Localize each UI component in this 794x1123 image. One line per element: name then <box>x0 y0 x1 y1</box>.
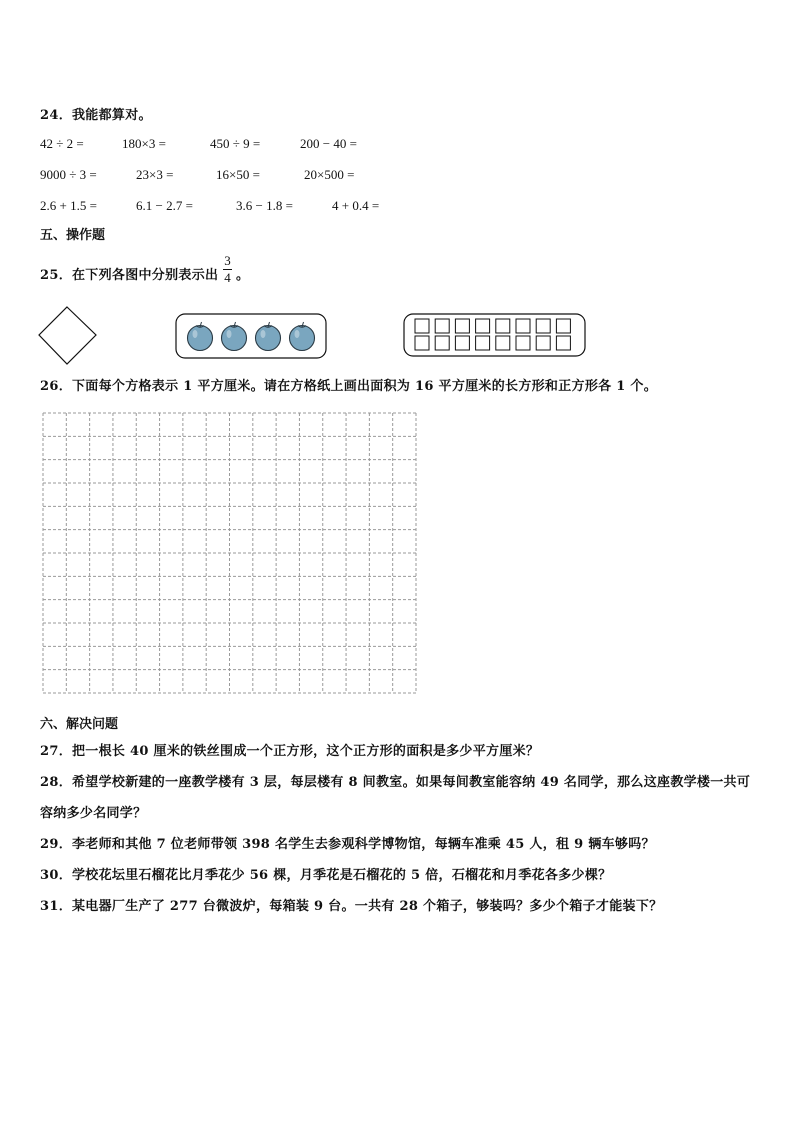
calc-item: 450 ÷ 9 = <box>210 136 261 151</box>
apple-icon[interactable] <box>188 322 213 351</box>
question-31-text: 31．某电器厂生产了 277 台微波炉，每箱装 9 台。一共有 28 个箱子，够装吗？多少个箱子才能装下？ <box>40 899 663 914</box>
question-25-suffix: 。 <box>236 268 250 283</box>
grid-square[interactable] <box>536 319 550 333</box>
calc-item: 42 ÷ 2 = <box>40 136 84 151</box>
grid-square[interactable] <box>496 336 510 350</box>
calc-item: 20×500 = <box>304 167 355 182</box>
section-five-title: 五、操作题 <box>40 228 106 243</box>
apple-icon[interactable] <box>256 322 281 351</box>
calc-item: 23×3 = <box>136 167 174 182</box>
fraction-three-quarters <box>223 254 232 285</box>
calc-item: 16×50 = <box>216 167 260 182</box>
calc-item: 9000 ÷ 3 = <box>40 167 97 182</box>
calc-item: 2.6 + 1.5 = <box>40 198 97 213</box>
grid-square[interactable] <box>415 336 429 350</box>
question-26-text: 26．下面每个方格表示 1 平方厘米。请在方格纸上画出面积为 16 平方厘米的长方形和正方形各 1 个。 <box>40 379 658 394</box>
grid-square[interactable] <box>435 319 449 333</box>
fraction-numerator: 3 <box>224 253 231 268</box>
apple-group[interactable] <box>175 313 327 359</box>
section-six-title: 六、解决问题 <box>40 717 119 732</box>
question-27-text: 27．把一根长 40 厘米的铁丝围成一个正方形，这个正方形的面积是多少平方厘米？ <box>40 744 540 759</box>
question-28-text: 28．希望学校新建的一座教学楼有 3 层，每层楼有 8 间教室。如果每间教室能容纳 49 名同学，那么这座教学楼一共可 <box>40 775 751 790</box>
grid-square[interactable] <box>556 319 570 333</box>
grid-square[interactable] <box>435 336 449 350</box>
diamond-shape[interactable] <box>38 306 98 366</box>
question-28-continued: 容纳多少名同学？ <box>40 806 147 821</box>
grid-paper[interactable] <box>42 412 418 694</box>
grid-square[interactable] <box>556 336 570 350</box>
question-24-title: 24．我能都算对。 <box>40 108 152 123</box>
grid-square[interactable] <box>455 336 469 350</box>
calc-item: 180×3 = <box>122 136 166 151</box>
grid-square[interactable] <box>496 319 510 333</box>
grid-square[interactable] <box>476 319 490 333</box>
grid-square[interactable] <box>536 336 550 350</box>
square-grid-figure[interactable] <box>403 313 586 357</box>
grid-square[interactable] <box>476 336 490 350</box>
question-30-text: 30．学校花坛里石榴花比月季花少 56 棵，月季花是石榴花的 5 倍，石榴花和月季花各多少棵？ <box>40 868 612 883</box>
question-29-text: 29．李老师和其他 7 位老师带领 398 名学生去参观科学博物馆，每辆车准乘 45 人，租 9 辆车够吗？ <box>40 837 655 852</box>
calc-item: 3.6 − 1.8 = <box>236 198 293 213</box>
grid-square[interactable] <box>516 336 530 350</box>
calc-item: 200 − 40 = <box>300 136 357 151</box>
fraction-denominator: 4 <box>224 270 231 285</box>
grid-square[interactable] <box>516 319 530 333</box>
apple-icon[interactable] <box>290 322 315 351</box>
grid-square[interactable] <box>415 319 429 333</box>
question-25-text: 25．在下列各图中分别表示出 <box>40 268 219 283</box>
calc-item: 4 + 0.4 = <box>332 198 380 213</box>
grid-square[interactable] <box>455 319 469 333</box>
apple-icon[interactable] <box>222 322 247 351</box>
calc-item: 6.1 − 2.7 = <box>136 198 193 213</box>
